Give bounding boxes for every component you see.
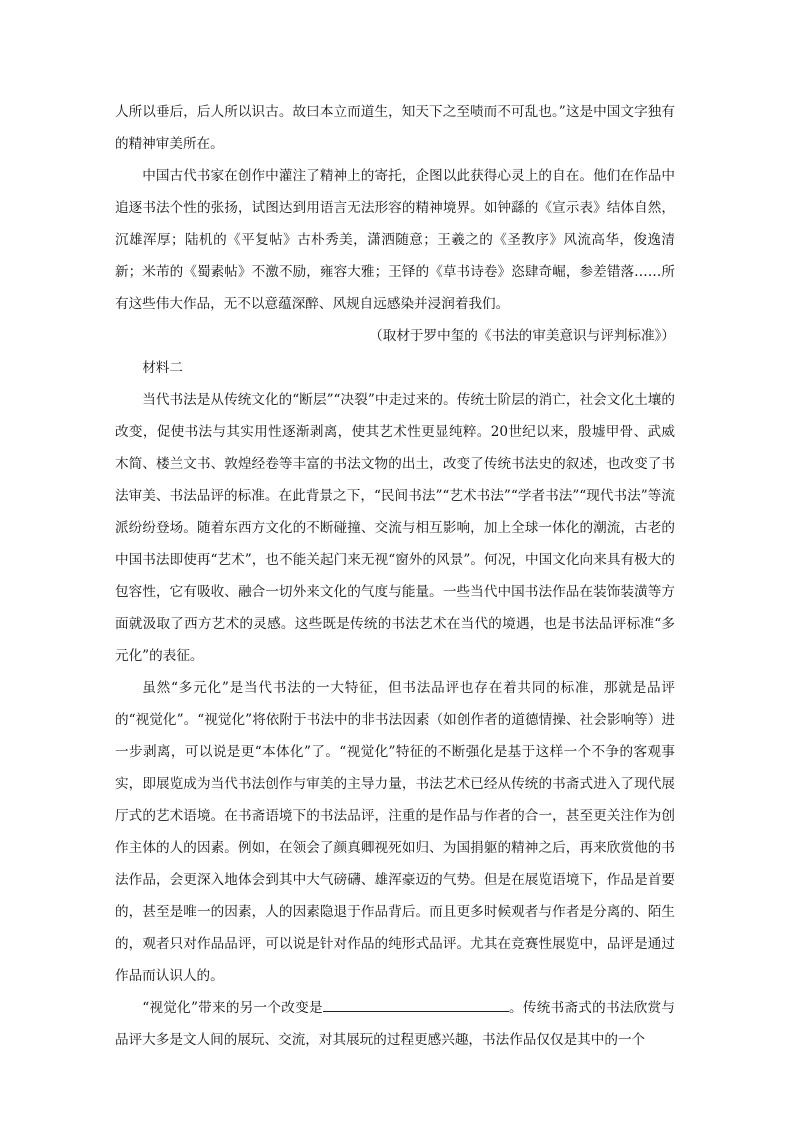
fill-in-blank[interactable] [323,993,509,1012]
paragraph-1: 人所以垂后，后人所以识古。故曰本立而道生，知天下之至啧而不可乱也。”这是中国文字独有的精神审美所在。 [115,104,675,152]
source-citation: （取材于罗中玺的《书法的审美意识与评判标准》） [369,328,675,344]
paragraph-3: 当代书法是从传统文化的“断层”“决裂”中走过来的。传统士阶层的消亡，社会文化土壤的改变，促使书法与其实用性逐渐剥离，使其艺术性更显纯粹。20世纪以来，殷墟甲骨、武威木简、楼兰文书、敦煌经卷等丰富的书法文物的出土，改变了传统书法史的叙述，也改变了书法审美、书法品评的标准。在此背景之下，“民间书法”“艺术书法”“学者书法”“现代书法”等流派纷纷登场。随着东西方文化的不断碰撞、交流与相互影响，加上全球一体化的潮流，古老的中国书法即使再“艺术”，也不能关起门来无视“窗外的风景”。何况，中国文化向来具有极大的包容性，它有吸收、融合一切外来文化的气度与能量。一些当代中国书法作品在装饰装潢等方面就汲取了西方艺术的灵感。这些既是传统的书法艺术在当代的境遇，也是书法品评标准“多元化”的表征。 [115,392,675,664]
paragraph-4: 虽然“多元化”是当代书法的一大特征，但书法品评也存在着共同的标准，那就是品评的“视觉化”。“视觉化”将依附于书法中的非书法因素（如创作者的道德情操、社会影响等）进一步剥离，可以说是更“本体化”了。“视觉化”特征的不断强化是基于这样一个不争的客观事实，即展览成为当代书法创作与审美的主导力量，书法艺术已经从传统的书斋式进入了现代展厅式的艺术语境。在书斋语境下的书法品评，注重的是作品与作者的合一，甚至更关注作为创作主体的人的因素。例如，在领会了颜真卿视死如归、为国捐躯的精神之后，再来欣赏他的书法作品，会更深入地体会到其中大气磅礴、雄浑豪迈的气势。但是在展览语境下，作品是首要的，甚至是唯一的因素，人的因素隐退于作品背后。而且更多时候观者与作者是分离的、陌生的，观者只对作品品评，可以说是针对作品的纯形式品评。尤其在竞赛性展览中，品评是通过作品而认识人的。 [115,680,675,984]
document-page [115,96,675,1056]
paragraph-5 [115,992,675,1056]
paragraph-2: 中国古代书家在创作中灌注了精神上的寄托，企图以此获得心灵上的自在。他们在作品中追逐书法个性的张扬，试图达到用语言无法形容的精神境界。如钟繇的《宣示表》结体自然，沉雄浑厚；陆机的《平复帖》古朴秀美，潇洒随意；王羲之的《圣教序》风流高华，俊逸清新；米芾的《蜀素帖》不激不励，雍容大雅；王铎的《草书诗卷》恣肆奇崛，参差错落……所有这些伟大作品，无不以意蕴深醉、风规自远感染并浸润着我们。 [115,168,675,312]
material-two-heading: 材料二 [142,360,183,376]
paragraph-5-start: “视觉化”带来的另一个改变是 [142,1000,323,1016]
paragraph-5-end: 。传统书斋式的书法欣赏与品评大多是文人间的展玩、交流，对其展玩的过程更感兴趣，书法作品仅仅是其中的一个 [115,1000,675,1048]
